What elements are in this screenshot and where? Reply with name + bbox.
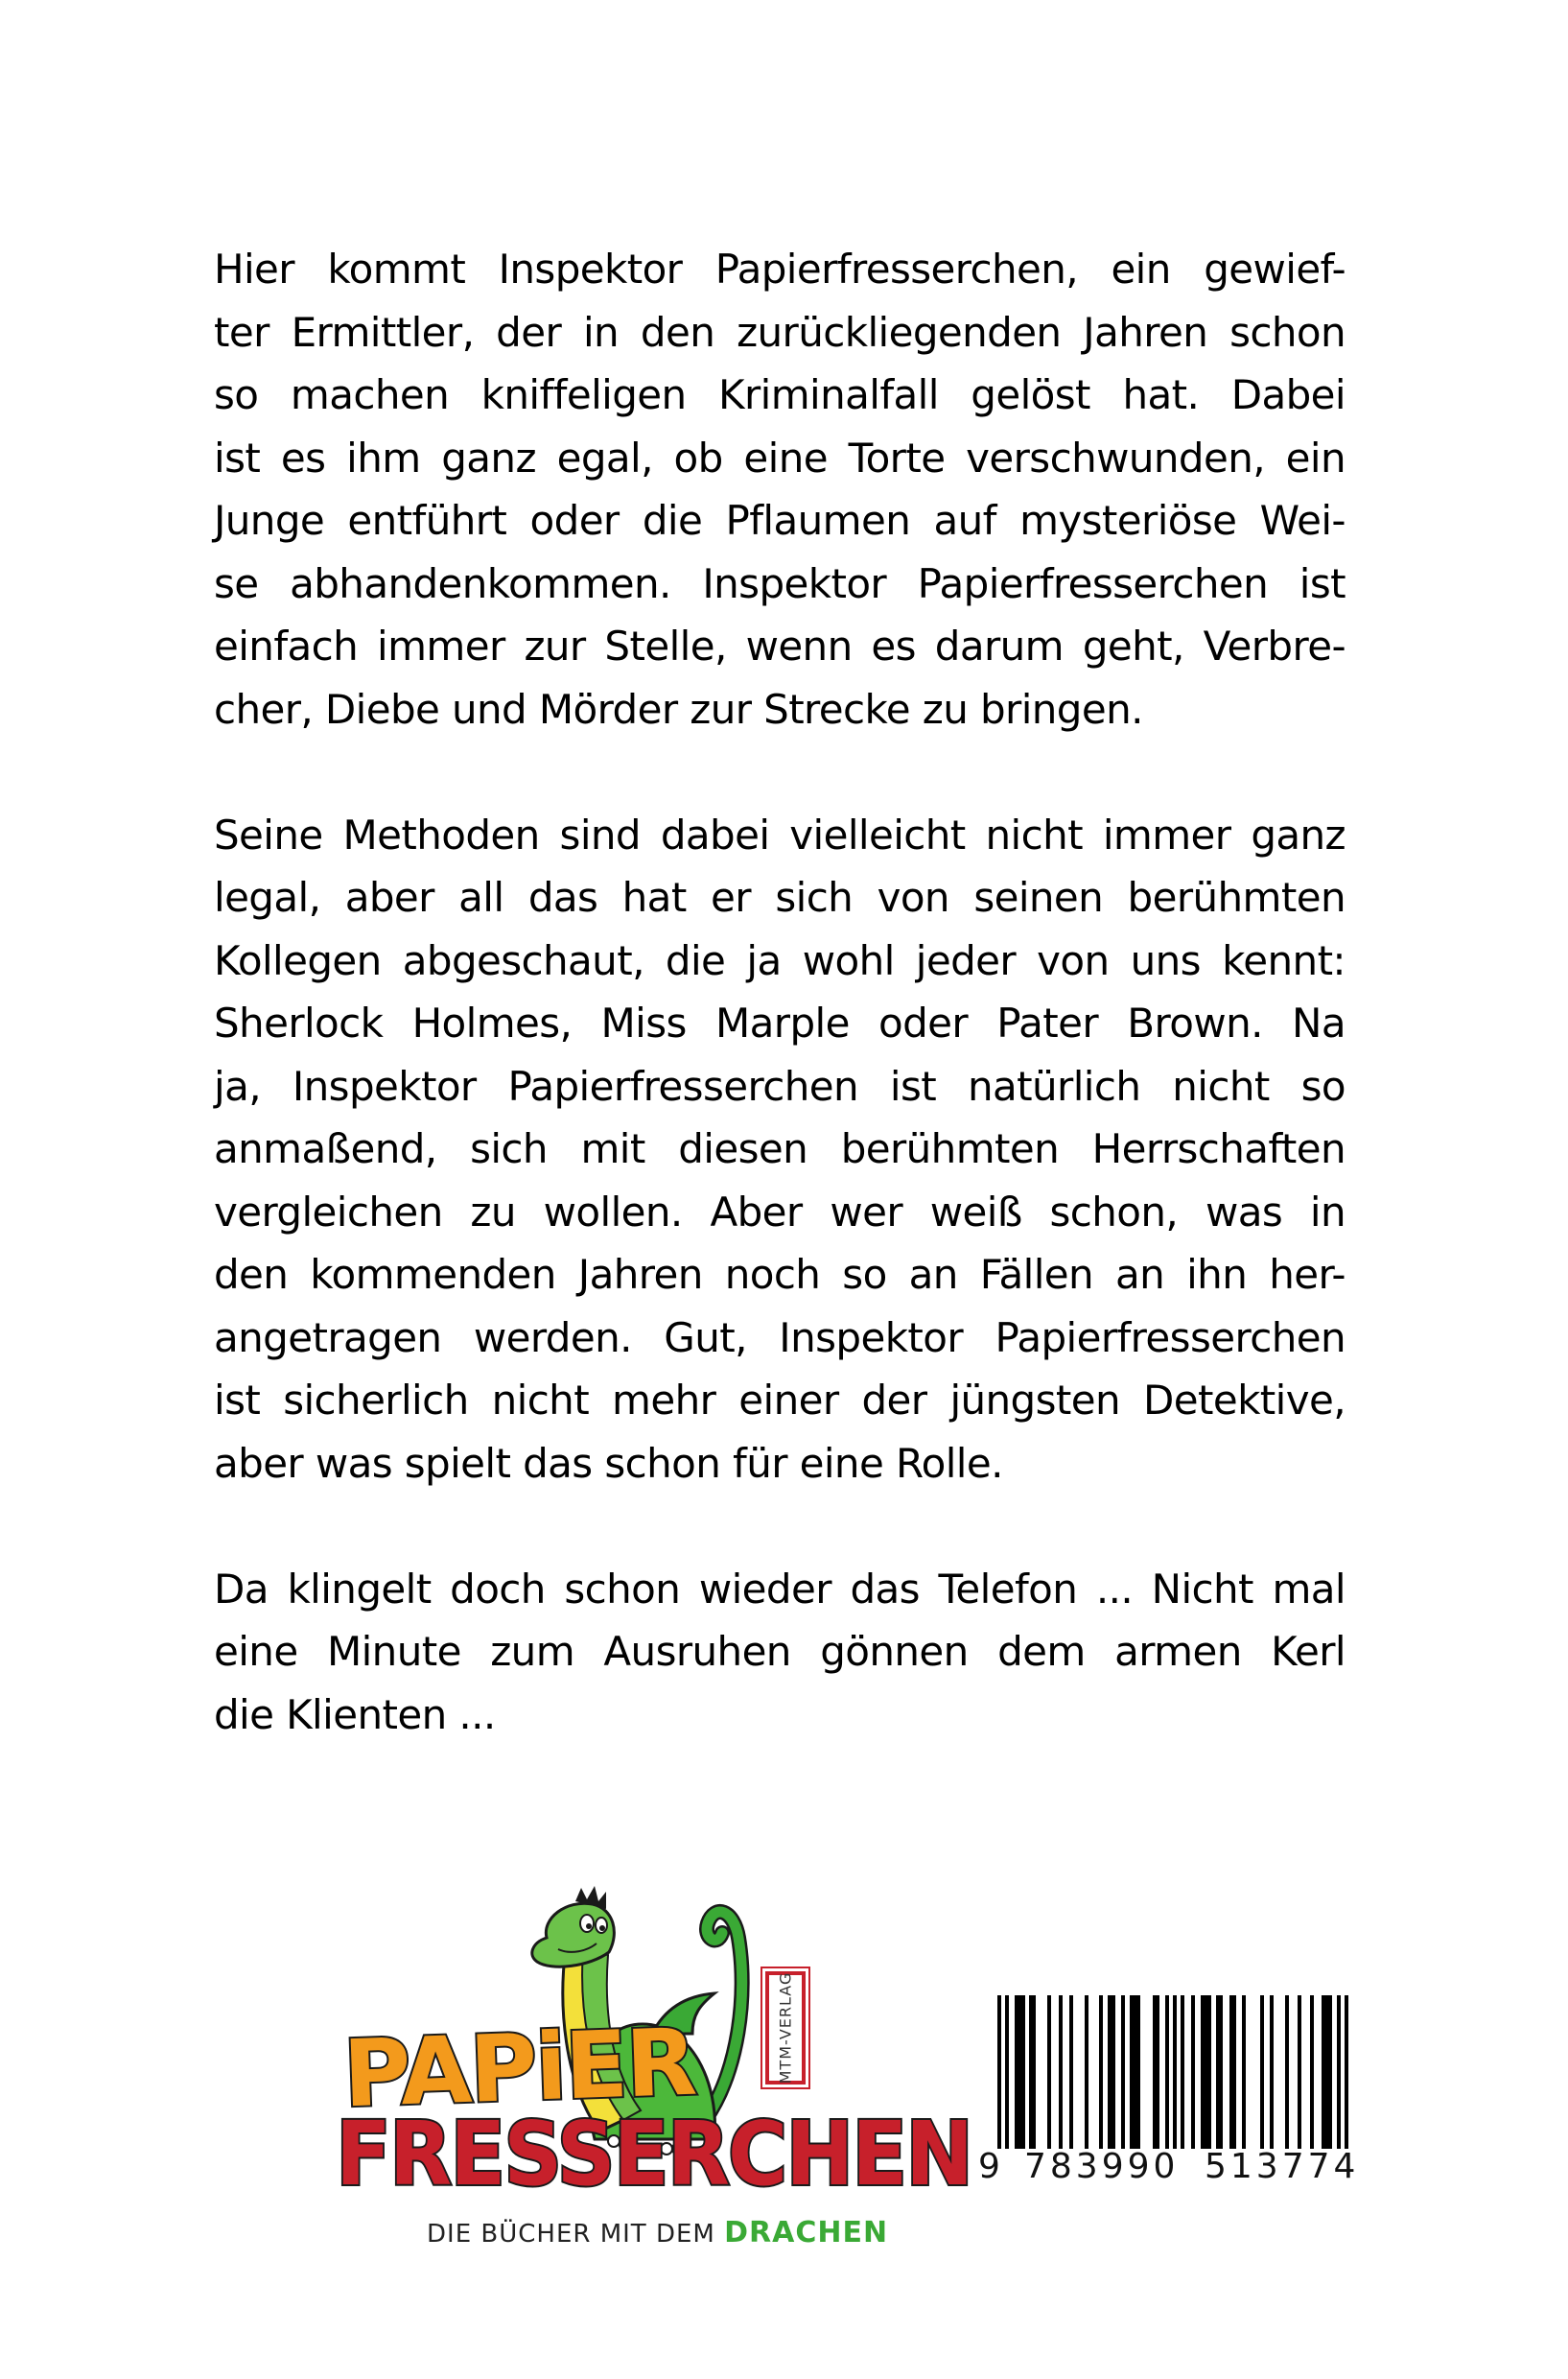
text-line: ja, Inspektor Papierfresserchen ist natürlich nicht so (214, 1062, 1346, 1110)
barcode-right-group: 513774 (1205, 2147, 1360, 2186)
logo-word-papier: PAPiER (341, 2008, 697, 2129)
barcode-prefix: 9 (978, 2147, 1004, 2186)
text-line: eine Minute zum Ausruhen gönnen dem armen Kerl (214, 1628, 1346, 1675)
logo-word-fresserchen: FRESSERCHEN (336, 2103, 972, 2205)
tagline-text: DIE BÜCHER MIT DEM (427, 2220, 715, 2249)
text-line: Kollegen abgeschaut, die ja wohl jeder von uns kennt: (214, 936, 1346, 984)
paragraph-3 (214, 1558, 1346, 1747)
text-line: so machen kniffeligen Kriminalfall gelöst hat. Dabei (214, 371, 1346, 418)
text-line: Junge entführt oder die Pflaumen auf mysteriöse Wei- (214, 497, 1346, 544)
text-line: ist es ihm ganz egal, ob eine Torte verschwunden, ein (214, 434, 1346, 482)
isbn-barcode (978, 1995, 1362, 2206)
text-line: die Klienten ... (214, 1690, 496, 1738)
tagline-accent: DRACHEN (724, 2216, 889, 2249)
text-line: anmaßend, sich mit diesen berühmten Herrschaften (214, 1125, 1346, 1172)
logo-tagline (427, 2216, 888, 2249)
text-line: cher, Diebe und Mörder zur Strecke zu bringen. (214, 685, 1143, 733)
text-line: ter Ermittler, der in den zurückliegenden Jahren schon (214, 308, 1346, 356)
publisher-logo (336, 1880, 972, 2283)
text-line: ist sicherlich nicht mehr einer der jüngsten Detektive, (214, 1377, 1346, 1424)
text-line: den kommenden Jahren noch so an Fällen an ihn her- (214, 1251, 1346, 1298)
text-line: Sherlock Holmes, Miss Marple oder Pater Brown. Na (214, 1000, 1346, 1047)
text-line: Da klingelt doch schon wieder das Telefon ... Nicht mal (214, 1565, 1346, 1613)
text-line: angetragen werden. Gut, Inspektor Papierfresserchen (214, 1313, 1346, 1361)
text-line: Seine Methoden sind dabei vielleicht nicht immer ganz (214, 811, 1346, 859)
paragraph-1 (214, 238, 1346, 741)
barcode-icon (978, 1995, 1362, 2149)
text-line: Hier kommt Inspektor Papierfresserchen, ein gewief- (214, 246, 1346, 293)
text-line: se abhandenkommen. Inspektor Papierfresserchen ist (214, 559, 1346, 607)
publisher-stamp (765, 1971, 806, 2085)
text-line: aber was spielt das schon für eine Rolle. (214, 1439, 1003, 1487)
barcode-left-group: 783990 (1024, 2147, 1180, 2186)
text-line: einfach immer zur Stelle, wenn es darum geht, Verbre- (214, 623, 1346, 670)
text-line: legal, aber all das hat er sich von seinen berühmten (214, 874, 1346, 921)
back-cover-blurb (214, 238, 1346, 1746)
paragraph-2 (214, 804, 1346, 1496)
text-line: vergleichen zu wollen. Aber wer weiß schon, was in (214, 1188, 1346, 1236)
stamp-text: MTM-VERLAG (776, 1971, 795, 2085)
